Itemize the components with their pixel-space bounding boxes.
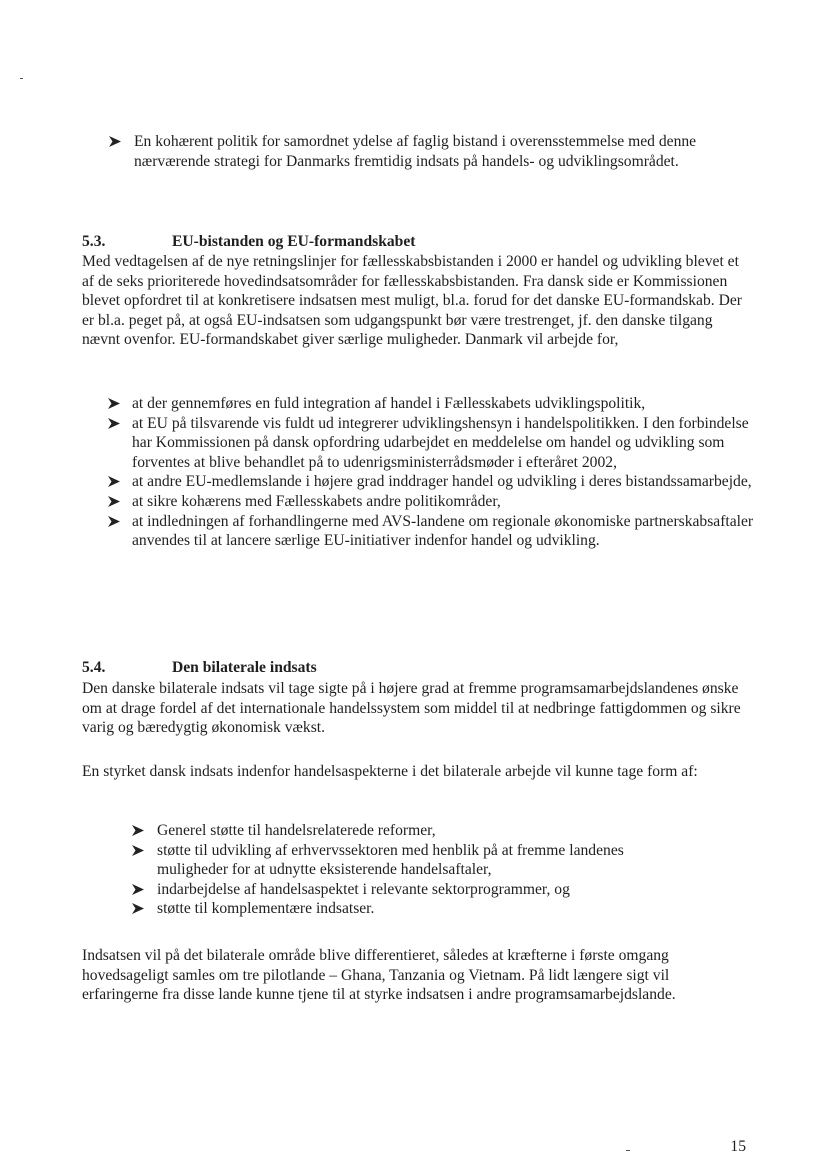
list-item-text: at der gennemføres en fuld integration af handel i Fællesskabets udviklingspolitik, bbox=[132, 395, 646, 412]
list-item-text: En kohærent politik for samordnet ydelse af faglig bistand i overensstemmelse med denne nærværende strategi for Danmarks fremtidig indsats på handels- og udviklingsområdet. bbox=[134, 133, 697, 170]
arrowhead-bullet-icon bbox=[107, 495, 121, 508]
list-item bbox=[132, 492, 756, 512]
list-item bbox=[157, 899, 697, 919]
list-item bbox=[132, 414, 756, 473]
arrowhead-bullet-icon bbox=[107, 475, 121, 488]
list-item-text: at EU på tilsvarende vis fuldt ud integrerer udviklingshensyn i handelspolitikken. I den forbindelse har Kommissionen på dansk opfordring udarbejdet en meddelelse om handel og udvikling som forventes at blive behandlet på to udenrigsministerrådsmøder i efteråret 2002, bbox=[132, 414, 749, 471]
arrowhead-bullet-icon bbox=[108, 135, 122, 148]
section-5-3-bullet-list bbox=[132, 394, 756, 551]
scan-speck bbox=[20, 78, 23, 79]
paragraph: Den danske bilaterale indsats vil tage sigte på i højere grad at fremme programsamarbejdslandenes ønske om at drage fordel af det internationale handelssystem som middel til at nedbringe fattigdommen og sikre varig og bæredygtig økonomisk vækst. bbox=[82, 680, 741, 737]
list-item-text: støtte til udvikling af erhvervssektoren med henblik på at fremme landenes muligheder for at udnytte eksisterende handelsaftaler, bbox=[157, 841, 624, 879]
list-item bbox=[132, 394, 756, 414]
list-item bbox=[132, 512, 756, 551]
list-item bbox=[157, 841, 697, 880]
paragraph: Indsatsen vil på det bilaterale område blive differentieret, således at kræfterne i første omgang hovedsageligt samles om tre pilotlande – Ghana, Tanzania og Vietnam. På lidt længere sigt vil erfaringerne fra disse lande kunne tjene til at styrke indsatsen i andre programsamarbejdslande. bbox=[82, 947, 676, 1004]
arrowhead-bullet-icon bbox=[131, 844, 145, 857]
list-item-text: Generel støtte til handelsrelaterede reformer, bbox=[157, 822, 436, 839]
arrowhead-bullet-icon bbox=[107, 417, 121, 430]
section-5-3-paragraph bbox=[82, 252, 744, 350]
arrowhead-bullet-icon bbox=[131, 902, 145, 915]
section-5-4-paragraph-3 bbox=[82, 946, 744, 1005]
section-5-4-paragraph-1 bbox=[82, 679, 744, 738]
list-item-text: at sikre kohærens med Fællesskabets andre politikområder, bbox=[132, 492, 501, 510]
section-5-4-bullet-list bbox=[157, 821, 697, 919]
scan-speck bbox=[626, 1150, 630, 1151]
list-item bbox=[134, 132, 744, 171]
paragraph: En styrket dansk indsats indenfor handelsaspekterne i det bilaterale arbejde vil kunne tage form af: bbox=[82, 763, 698, 780]
section-5-4-paragraph-2 bbox=[82, 762, 744, 782]
section-heading-5-4 bbox=[82, 658, 317, 678]
list-item-text: støtte til komplementære indsatser. bbox=[157, 900, 375, 918]
section-number: 5.3. bbox=[82, 233, 106, 250]
section-title: Den bilaterale indsats bbox=[172, 659, 317, 676]
list-item bbox=[132, 472, 756, 492]
list-item-text: indarbejdelse af handelsaspektet i relevante sektorprogrammer, og bbox=[157, 880, 570, 898]
section-heading-5-3 bbox=[82, 232, 415, 252]
list-item bbox=[157, 880, 697, 900]
list-item-text: at andre EU-medlemslande i højere grad inddrager handel og udvikling i deres bistandssamarbejde, bbox=[132, 473, 752, 491]
paragraph: Med vedtagelsen af de nye retningslinjer for fællesskabsbistanden i 2000 er handel og udvikling blevet et af de seks prioriterede hovedindsatsområder for fællesskabsbistanden. Fra dansk side er Kommissionen blevet opfordret til at konkretisere indsatsen mest muligt, bl.a. forud for det danske EU-formandskab. Der er bl.a. peget på, at også EU-indsatsen som udgangspunkt bør være trestrenget, jf. den danske tilgang nævnt ovenfor. EU-formandskabet giver særlige muligheder. Danmark vil arbejde for, bbox=[82, 253, 742, 349]
list-item-text: at indledningen af forhandlingerne med AVS-landene om regionale økonomiske partnerskabsaftaler anvendes til at lancere særlige EU-initiativer indenfor handel og udvikling. bbox=[132, 512, 754, 550]
list-item bbox=[157, 821, 697, 841]
arrowhead-bullet-icon bbox=[107, 515, 121, 528]
section-title: EU-bistanden og EU-formandskabet bbox=[172, 233, 416, 250]
arrowhead-bullet-icon bbox=[131, 824, 145, 837]
top-bullet-list bbox=[134, 132, 744, 171]
arrowhead-bullet-icon bbox=[107, 397, 121, 410]
section-number: 5.4. bbox=[82, 659, 106, 676]
arrowhead-bullet-icon bbox=[131, 883, 145, 896]
page-number: 15 bbox=[730, 1138, 746, 1155]
